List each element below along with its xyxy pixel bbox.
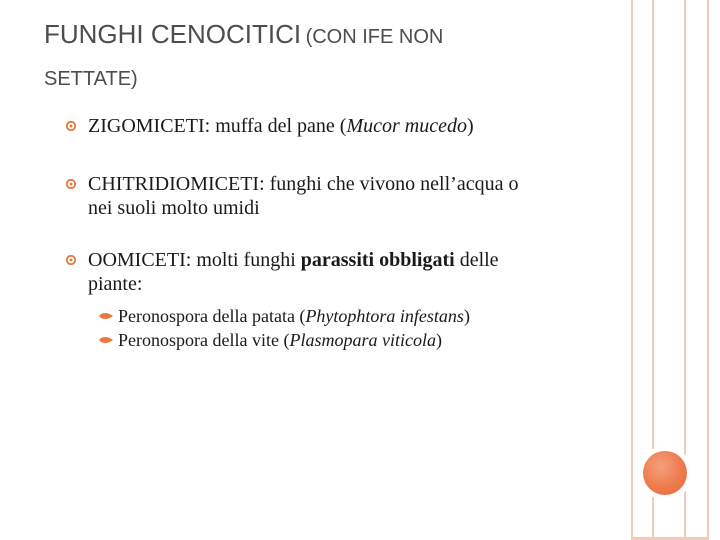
title-sub-part2: SETTATE) <box>44 68 138 90</box>
sub-bullet-text-prefix: Peronospora della patata ( <box>118 306 306 326</box>
bullet-text-line1: CHITRIDIOMICETI: funghi che vivono nell’acqua o <box>88 173 519 195</box>
gear-bullet-icon <box>66 121 76 131</box>
sub-bullet-item-patata <box>98 304 626 328</box>
bullet-text-line2: piante: <box>88 273 143 295</box>
bullet-text-line2: nei suoli molto umidi <box>88 197 260 219</box>
bullet-text-suffix: delle <box>454 249 499 271</box>
bullet-item-zigomiceti <box>66 114 626 138</box>
bullet-text-bold: parassiti obbligati <box>300 249 455 271</box>
sub-bullet-text-italic: Phytophtora infestans <box>305 306 464 326</box>
bullet-text-prefix: ZIGOMICETI: muffa del pane ( <box>88 115 347 137</box>
sub-bullet-text-prefix: Peronospora della vite ( <box>118 330 290 350</box>
bullet-text-suffix: ) <box>466 115 474 137</box>
orange-circle-icon <box>643 451 687 495</box>
sub-bullet-text-suffix: ) <box>435 330 442 350</box>
leaf-bullet-icon <box>98 336 114 344</box>
leaf-bullet-icon <box>98 312 114 320</box>
gear-bullet-icon <box>66 179 76 189</box>
sub-bullet-item-vite <box>98 328 626 352</box>
gear-bullet-icon <box>66 255 76 265</box>
sub-bullet-text-suffix: ) <box>463 306 470 326</box>
slide-title <box>44 14 564 99</box>
bullet-text-prefix: OOMICETI: molti funghi <box>88 249 301 271</box>
bullet-list <box>66 114 626 352</box>
bullet-text-italic: Mucor mucedo <box>346 115 467 137</box>
title-main: FUNGHI CENOCITICI <box>44 19 302 49</box>
title-sub-part1: (CON IFE NON <box>305 26 444 48</box>
sub-bullet-list <box>98 304 626 352</box>
bullet-item-oomiceti <box>66 248 626 296</box>
sub-bullet-text-italic: Plasmopara viticola <box>289 330 436 350</box>
bullet-item-chitridiomiceti <box>66 172 626 220</box>
